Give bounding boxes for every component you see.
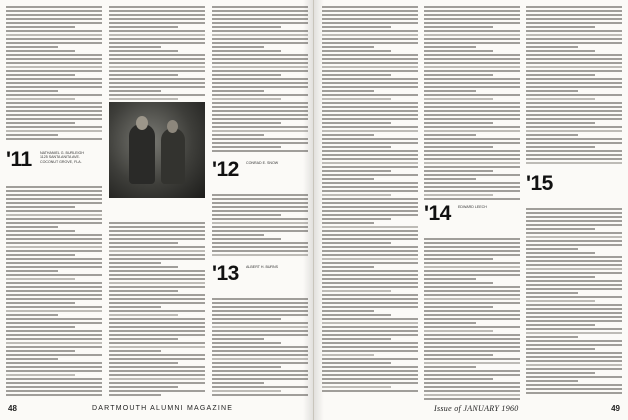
class-notes-text (212, 298, 308, 398)
photo-caption (109, 200, 205, 218)
right-page-column-3 (526, 6, 622, 402)
right-page-column-1 (322, 6, 418, 402)
issue-date: Issue of JANUARY 1960 (434, 404, 519, 413)
class-notes-text (322, 6, 418, 394)
class-heading-1915 (526, 172, 622, 206)
class-secretary: ALBERT H. BURNS (246, 265, 279, 269)
class-heading-1912 (212, 158, 308, 192)
class-notes-text (212, 6, 308, 154)
page-number: 48 (8, 404, 17, 413)
class-notes-text (526, 6, 622, 166)
class-notes-text (212, 194, 308, 258)
class-heading-1914 (424, 202, 520, 236)
page-number: 49 (611, 404, 620, 413)
class-photo (109, 102, 205, 198)
class-notes-text (6, 186, 102, 398)
class-notes-text (424, 6, 520, 202)
class-secretary: EDWARD LEECH (458, 205, 487, 209)
class-secretary: CONRAD E. SNOW (246, 161, 279, 165)
class-heading-1913 (212, 262, 308, 296)
page-footer (0, 404, 314, 416)
left-page-column-1 (6, 6, 102, 402)
magazine-title: DARTMOUTH ALUMNI MAGAZINE (92, 405, 234, 412)
class-secretary: NATHANIEL G. BURLEIGH 1125 SANTA ANITA AVE. COCONUT GROVE, FLA. (40, 151, 84, 164)
class-year: '11 (6, 148, 32, 171)
class-notes-text (109, 6, 205, 102)
left-page-column-3 (212, 6, 308, 402)
class-year: '14 (424, 202, 451, 225)
page-footer (314, 404, 628, 416)
class-notes-text (109, 222, 205, 398)
class-year: '12 (212, 158, 239, 181)
class-notes-text (526, 208, 622, 396)
right-page-column-2 (424, 6, 520, 402)
class-notes-text (424, 238, 520, 402)
class-heading-1911 (6, 148, 102, 182)
right-page (314, 0, 628, 420)
class-notes-text (6, 6, 102, 142)
left-page-column-2 (109, 6, 205, 402)
class-year: '13 (212, 262, 239, 285)
class-year: '15 (526, 172, 553, 195)
